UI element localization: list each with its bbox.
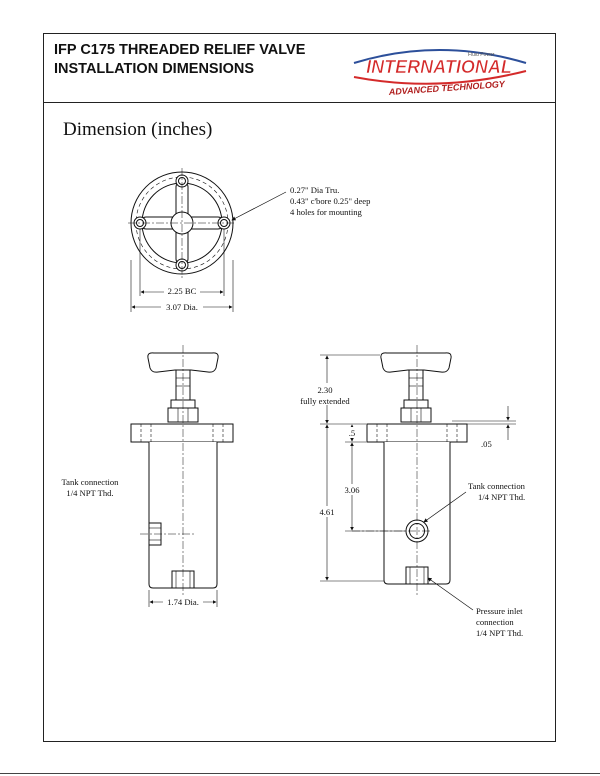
callout-leader bbox=[232, 192, 286, 220]
port-height-label: 3.06 bbox=[344, 485, 360, 495]
inlet-line-2: connection bbox=[476, 617, 514, 627]
extension-label: 2.30 bbox=[317, 385, 333, 395]
extension-note: fully extended bbox=[300, 396, 350, 406]
body-diameter-label: 1.74 Dia. bbox=[167, 597, 199, 607]
left-tank-line-2: 1/4 NPT Thd. bbox=[66, 488, 114, 498]
right-tank-line-2: 1/4 NPT Thd. bbox=[478, 492, 526, 502]
right-knob bbox=[381, 353, 451, 372]
callout-line-2: 0.43" c'bore 0.25" deep bbox=[290, 196, 371, 206]
section-title: Dimension (inches) bbox=[63, 119, 213, 140]
inlet-line-3: 1/4 NPT Thd. bbox=[476, 628, 524, 638]
logo-small-text: Fluid Power bbox=[468, 52, 495, 58]
left-flange bbox=[131, 424, 233, 442]
flange-thickness-label: .5 bbox=[348, 428, 356, 438]
offset-label: .05 bbox=[481, 439, 492, 449]
right-stem bbox=[409, 370, 423, 400]
inlet-leader bbox=[428, 578, 473, 610]
top-view bbox=[128, 168, 286, 312]
page-bottom-rule bbox=[0, 773, 600, 774]
logo-brand: INTERNATIONAL bbox=[366, 57, 512, 77]
right-tank-line-1: Tank connection bbox=[468, 481, 525, 491]
title-line-2: INSTALLATION DIMENSIONS bbox=[54, 61, 255, 77]
right-lock-nut bbox=[401, 408, 431, 422]
inlet-line-1: Pressure inlet bbox=[476, 606, 523, 616]
title-line-1: IFP C175 THREADED RELIEF VALVE bbox=[54, 42, 306, 58]
right-side-view bbox=[320, 345, 516, 610]
left-side-view bbox=[131, 345, 233, 607]
logo-tagline: ADVANCED TECHNOLOGY bbox=[388, 78, 506, 97]
callout-line-3: 4 holes for mounting bbox=[290, 207, 362, 217]
left-tank-line-1: Tank connection bbox=[61, 477, 119, 487]
bolt-circle-label: 2.25 BC bbox=[167, 286, 197, 296]
callout-line-1: 0.27" Dia Tru. bbox=[290, 185, 340, 195]
diameter-label: 3.07 Dia. bbox=[166, 302, 198, 312]
total-height-label: 4.61 bbox=[319, 507, 335, 517]
